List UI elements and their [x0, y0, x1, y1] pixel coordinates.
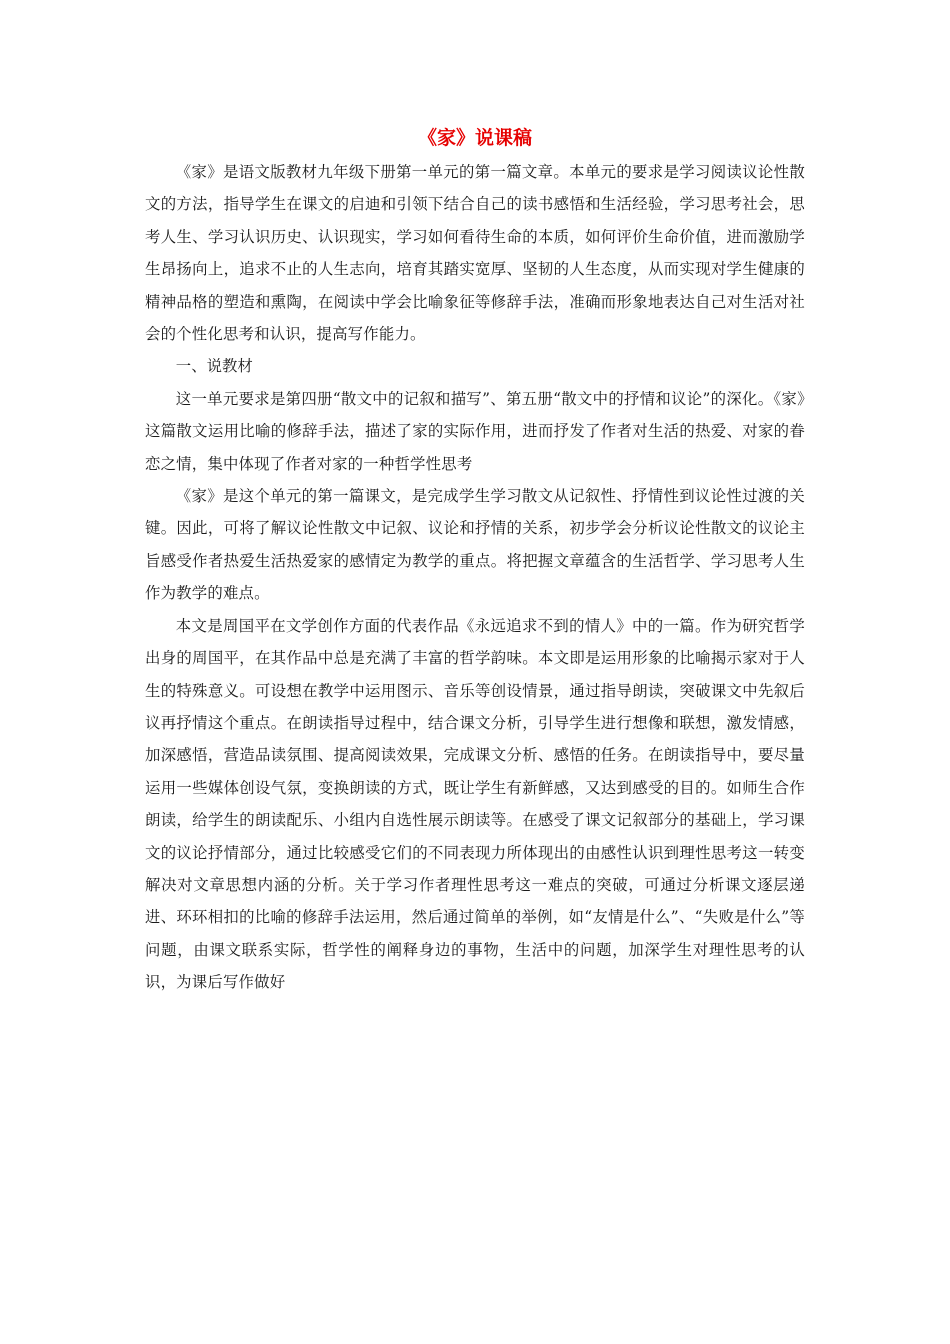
document-body [145, 122, 805, 999]
section-heading-textbook: 一、说教材 [175, 357, 253, 376]
body-paragraph-1: 这一单元要求是第四册“散文中的记叙和描写”、第五册“散文中的抒情和议论”的深化。《家》这篇散文运用比喻的修辞手法，描述了家的实际作用，进而抒发了作者对生活的热爱、对家的眷恋之情，集中体现了作者对家的一种哲学性思考 [145, 389, 805, 473]
intro-paragraph: 《家》是语文版教材九年级下册第一单元的第一篇文章。本单元的要求是学习阅读议论性散文的方法，指导学生在课文的启迪和引领下结合自己的读书感悟和生活经验，学习思考社会，思考人生、学习认识历史、认识现实，学习如何看待生命的本质，如何评价生命价值，进而激励学生昂扬向上，追求不止的人生志向，培育其踏实宽厚、坚韧的人生态度，从而实现对学生健康的精神品格的塑造和熏陶，在阅读中学会比喻象征等修辞手法，准确而形象地表达自己对生活对社会的个性化思考和认识，提高写作能力。 [145, 163, 805, 344]
document-title: 《家》说课稿 [417, 127, 532, 149]
body-paragraph-2: 《家》是这个单元的第一篇课文，是完成学生学习散文从记叙性、抒情性到议论性过渡的关键。因此，可将了解议论性散文中记叙、议论和抒情的关系，初步学会分析议论性散文的议论主旨感受作者热爱生活热爱家的感情定为教学的重点。将把握文章蕴含的生活哲学、学习思考人生作为教学的难点。 [145, 487, 805, 603]
body-paragraph-3: 本文是周国平在文学创作方面的代表作品《永远追求不到的情人》中的一篇。作为研究哲学出身的周国平，在其作品中总是充满了丰富的哲学韵味。本文即是运用形象的比喻揭示家对于人生的特殊意义。可设想在教学中运用图示、音乐等创设情景，通过指导朗读，突破课文中先叙后议再抒情这个重点。在朗读指导过程中，结合课文分析，引导学生进行想像和联想，激发情感，加深感悟，营造品读氛围、提高阅读效果，完成课文分析、感悟的任务。在朗读指导中，要尽量运用一些媒体创设气氛，变换朗读的方式，既让学生有新鲜感，又达到感受的目的。如师生合作朗读，给学生的朗读配乐、小组内自选性展示朗读等。在感受了课文记叙部分的基础上，学习课文的议论抒情部分，通过比较感受它们的不同表现力所体现出的由感性认识到理性思考这一转变解决对文章思想内涵的分析。关于学习作者理性思考这一难点的突破，可通过分析课文逐层递进、环环相扣的比喻的修辞手法运用，然后通过简单的举例，如“友情是什么”、“失败是什么”等问题，由课文联系实际，哲学性的阐释身边的事物，生活中的问题，加深学生对理性思考的认识，为课后写作做好 [145, 616, 805, 992]
